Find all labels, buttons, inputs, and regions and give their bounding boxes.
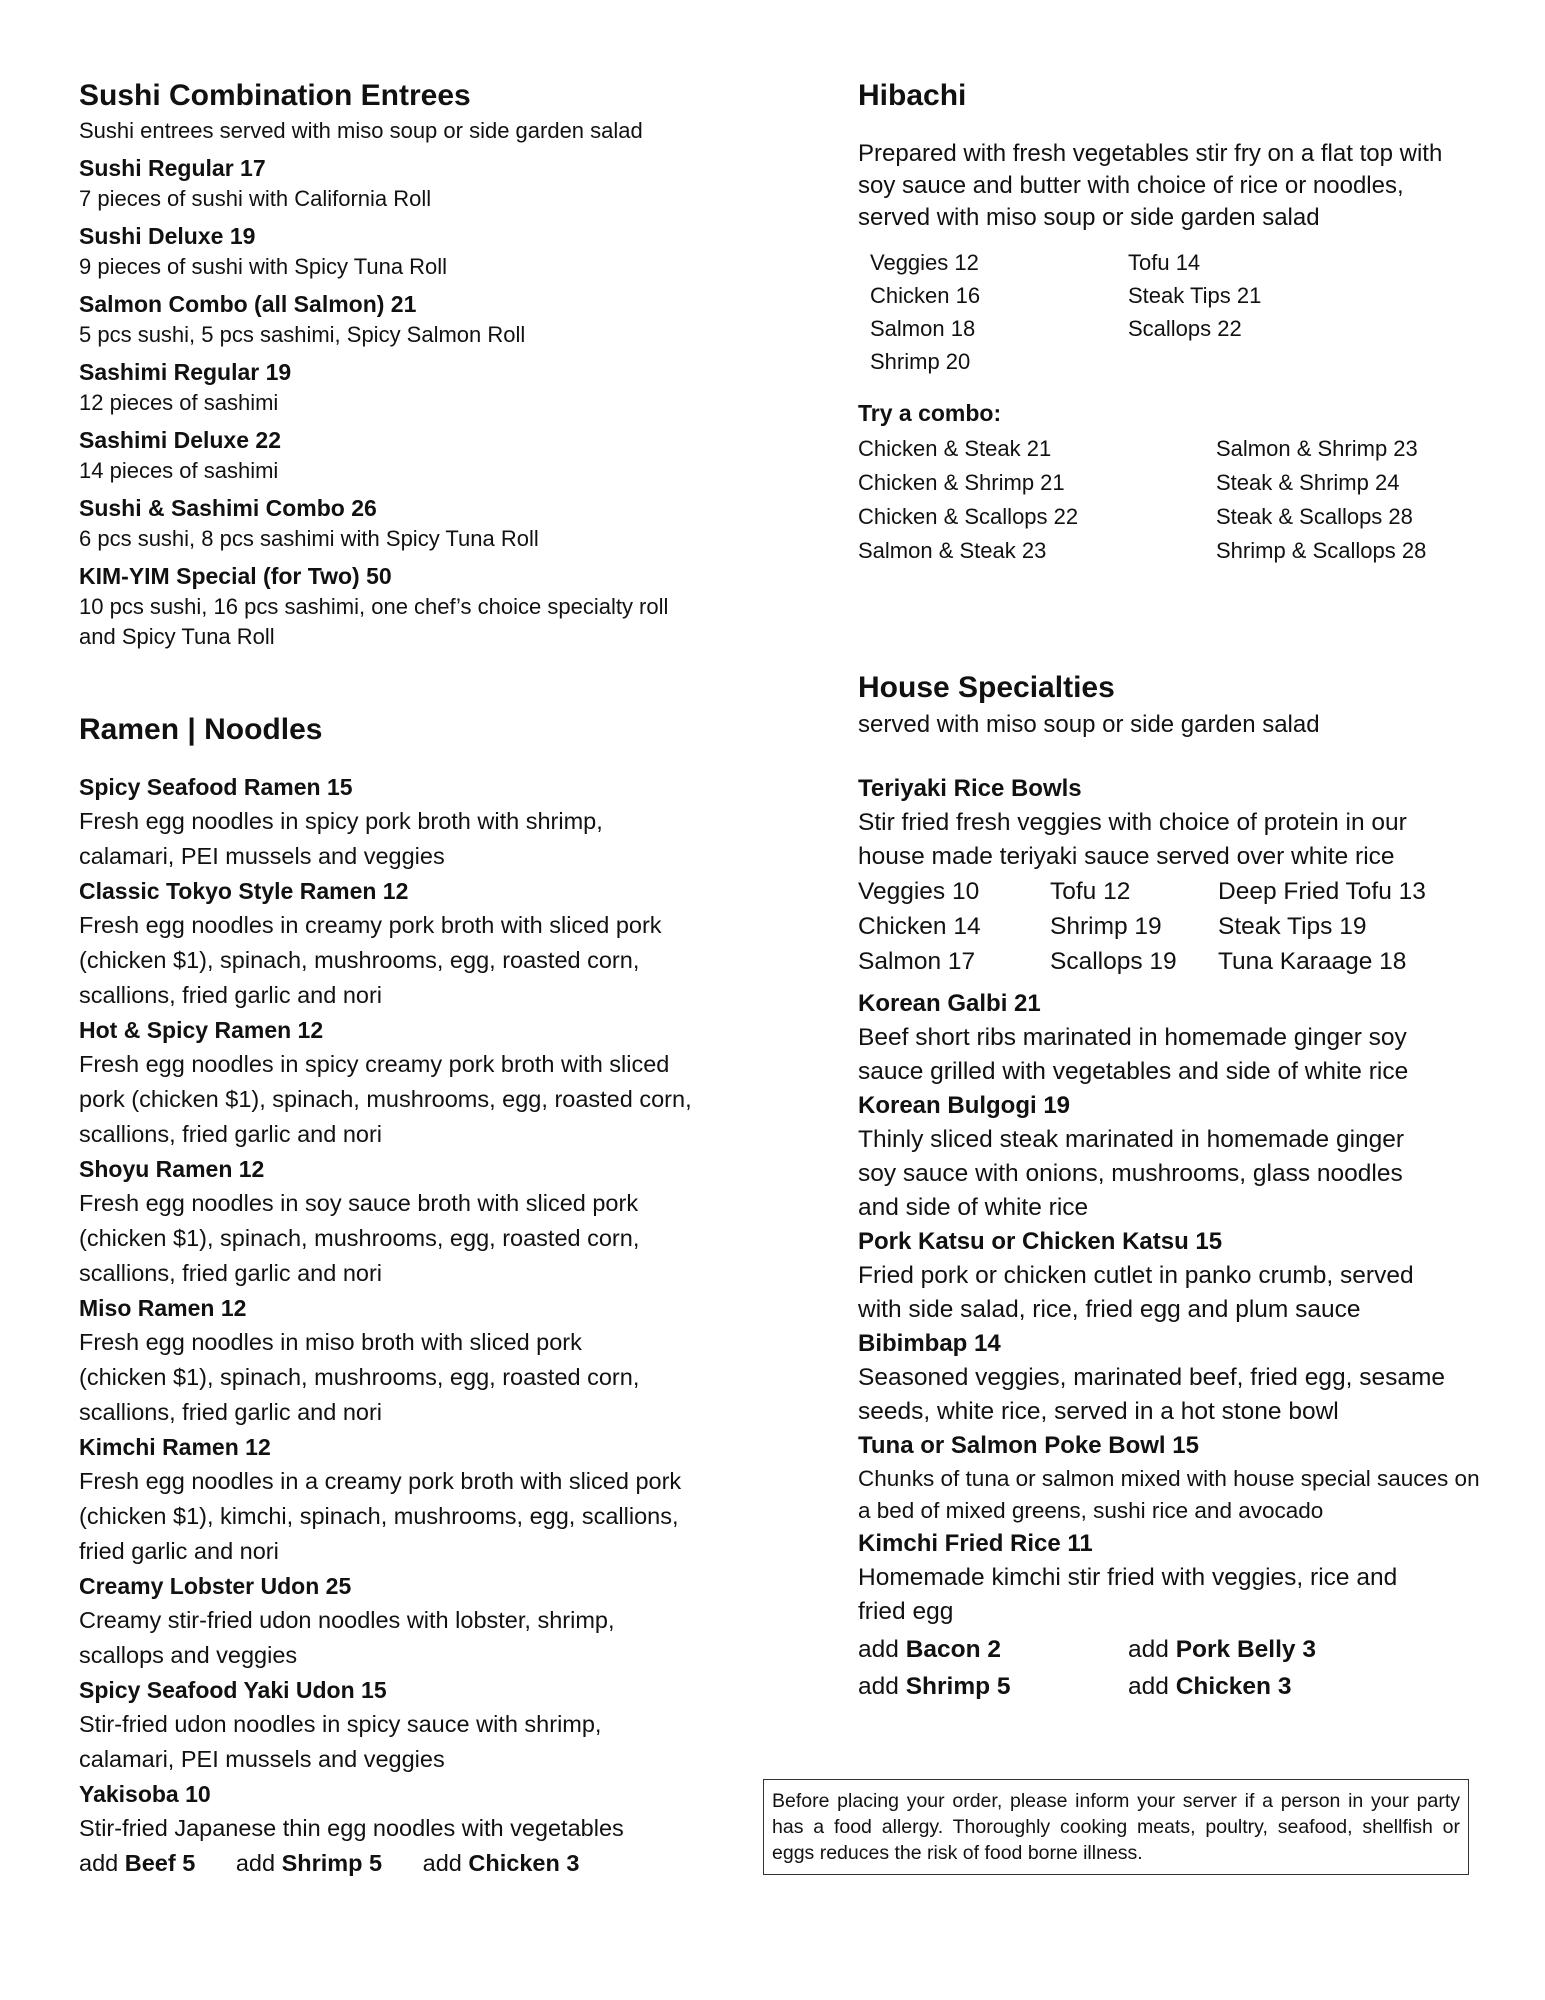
item-name: Yakisoba 10 <box>79 1781 211 1807</box>
price-entry: Steak Tips 21 <box>1128 283 1262 308</box>
item-name: Teriyaki Rice Bowls <box>858 775 1082 802</box>
item-name: Creamy Lobster Udon 25 <box>79 1573 352 1599</box>
item-name: Sushi & Sashimi Combo 26 <box>79 495 377 521</box>
combo-entry: Chicken & Steak 21 <box>858 436 1052 461</box>
combo-entry: Steak & Scallops 28 <box>1216 504 1413 529</box>
menu-item <box>858 772 1498 979</box>
price-entry: Salmon 17 <box>858 948 976 975</box>
item-name: Kimchi Ramen 12 <box>79 1434 271 1460</box>
item-name: Tuna or Salmon Poke Bowl 15 <box>858 1432 1199 1459</box>
allergy-notice: Before placing your order, please inform your server if a person in your party has a food allergy. Thoroughly cooking meats, poultry, seafood, shellfish or eggs reduces the risk of food borne illness. <box>763 1779 1469 1875</box>
item-name: Spicy Seafood Ramen 15 <box>79 774 353 800</box>
item-desc: Homemade kimchi stir fried with veggies, rice and fried egg <box>858 1564 1398 1625</box>
house-subtitle: served with miso soup or side garden salad <box>858 711 1320 738</box>
house-specialties-section <box>858 668 1498 1705</box>
item-name: Korean Galbi 21 <box>858 990 1041 1017</box>
item-desc: Creamy stir-fried udon noodles with lobster, shrimp, scallops and veggies <box>79 1607 615 1668</box>
item-desc: Seasoned veggies, marinated beef, fried egg, sesame seeds, white rice, served in a hot stone bowl <box>858 1364 1446 1425</box>
price-entry: Scallops 19 <box>1050 948 1177 975</box>
item-name: Spicy Seafood Yaki Udon 15 <box>79 1677 387 1703</box>
teriyaki-prices <box>858 874 1498 979</box>
item-name: Kimchi Fried Rice 11 <box>858 1530 1093 1557</box>
menu-item <box>79 1013 719 1152</box>
item-name: Sushi Deluxe 19 <box>79 223 256 249</box>
item-desc: Fresh egg noodles in soy sauce broth with sliced pork (chicken $1), spinach, mushrooms, egg, roasted corn, scallions, fried garlic and nori <box>79 1190 640 1286</box>
menu-item <box>79 1152 719 1291</box>
menu-item <box>858 987 1498 1089</box>
combo-entry: Shrimp & Scallops 28 <box>1216 538 1427 563</box>
ramen-title: Ramen | Noodles <box>79 713 323 746</box>
price-entry: Deep Fried Tofu 13 <box>1218 878 1426 905</box>
ramen-addons <box>79 1846 719 1881</box>
item-desc: Chunks of tuna or salmon mixed with house special sauces on a bed of mixed greens, sushi rice and avocado <box>858 1466 1480 1523</box>
menu-item <box>79 1569 719 1673</box>
price-entry: Shrimp 20 <box>870 349 971 374</box>
item-name: Sushi Regular 17 <box>79 155 266 181</box>
item-desc: Fresh egg noodles in spicy creamy pork broth with sliced pork (chicken $1), spinach, mushrooms, egg, roasted corn, scallions, fried garlic and nori <box>79 1051 692 1147</box>
price-entry: Shrimp 19 <box>1050 913 1162 940</box>
item-name: Bibimbap 14 <box>858 1330 1001 1357</box>
addon: add Pork Belly 3 <box>1128 1636 1316 1663</box>
item-desc: 6 pcs sushi, 8 pcs sashimi with Spicy Tuna Roll <box>79 526 539 551</box>
item-desc: Fresh egg noodles in a creamy pork broth with sliced pork (chicken $1), kimchi, spinach, mushrooms, egg, scallions, fried garlic and nori <box>79 1468 682 1564</box>
item-desc: Stir fried fresh veggies with choice of protein in our house made teriyaki sauce served over white rice <box>858 809 1407 870</box>
menu-item <box>79 770 719 874</box>
item-name: Classic Tokyo Style Ramen 12 <box>79 878 409 904</box>
hibachi-title: Hibachi <box>858 79 967 112</box>
item-name: Sashimi Deluxe 22 <box>79 427 281 453</box>
item-desc: Stir-fried udon noodles in spicy sauce with shrimp, calamari, PEI mussels and veggies <box>79 1711 602 1772</box>
price-entry: Veggies 10 <box>858 878 980 905</box>
addon: add Shrimp 5 <box>858 1673 1011 1700</box>
menu-item <box>79 152 719 214</box>
addon: add Shrimp 5 <box>235 1850 383 1876</box>
menu-item <box>79 356 719 418</box>
addon: add Chicken 3 <box>422 1850 580 1876</box>
item-desc: 12 pieces of sashimi <box>79 390 279 415</box>
price-entry: Salmon 18 <box>870 316 976 341</box>
menu-item <box>79 560 719 652</box>
menu-item <box>858 1089 1498 1225</box>
sushi-section <box>79 76 719 652</box>
combo-entry: Chicken & Scallops 22 <box>858 504 1079 529</box>
sushi-subtitle: Sushi entrees served with miso soup or side garden salad <box>79 118 643 143</box>
item-desc: 9 pieces of sushi with Spicy Tuna Roll <box>79 254 448 279</box>
price-entry: Tuna Karaage 18 <box>1218 948 1407 975</box>
addon: add Beef 5 <box>79 1850 196 1876</box>
price-entry <box>1128 345 1386 378</box>
right-column <box>858 76 1498 1705</box>
item-desc: Fresh egg noodles in creamy pork broth with sliced pork (chicken $1), spinach, mushrooms, egg, roasted corn, scallions, fried garlic and nori <box>79 912 662 1008</box>
menu-item <box>79 874 719 1013</box>
house-addons <box>858 1631 1498 1705</box>
item-desc: 7 pieces of sushi with California Roll <box>79 186 432 211</box>
item-desc: Fresh egg noodles in spicy pork broth with shrimp, calamari, PEI mussels and veggies <box>79 808 603 869</box>
menu-item <box>79 1777 719 1846</box>
menu-item <box>79 1673 719 1777</box>
item-desc: Fresh egg noodles in miso broth with sliced pork (chicken $1), spinach, mushrooms, egg, roasted corn, scallions, fried garlic and nori <box>79 1329 640 1425</box>
item-desc: Fried pork or chicken cutlet in panko crumb, served with side salad, rice, fried egg and plum sauce <box>858 1262 1414 1323</box>
menu-item <box>79 220 719 282</box>
item-name: Korean Bulgogi 19 <box>858 1092 1071 1119</box>
hibachi-prices <box>870 246 1498 378</box>
item-desc: 5 pcs sushi, 5 pcs sashimi, Spicy Salmon Roll <box>79 322 526 347</box>
menu-item <box>858 1225 1498 1327</box>
menu-item <box>858 1327 1498 1429</box>
item-desc: Thinly sliced steak marinated in homemade ginger soy sauce with onions, mushrooms, glass noodles and side of white rice <box>858 1126 1405 1221</box>
menu-item <box>79 424 719 486</box>
house-title: House Specialties <box>858 671 1115 704</box>
hibachi-combos <box>858 432 1498 568</box>
item-name: Shoyu Ramen 12 <box>79 1156 265 1182</box>
hibachi-section <box>858 76 1498 568</box>
menu-item <box>858 1527 1498 1629</box>
price-entry: Chicken 16 <box>870 283 981 308</box>
price-entry: Steak Tips 19 <box>1218 913 1367 940</box>
item-name: Pork Katsu or Chicken Katsu 15 <box>858 1228 1223 1255</box>
hibachi-intro: Prepared with fresh vegetables stir fry on a flat top with soy sauce and butter with choice of rice or noodles, served with miso soup or side garden salad <box>858 140 1443 231</box>
menu-item <box>79 492 719 554</box>
sushi-title: Sushi Combination Entrees <box>79 79 471 112</box>
menu-item <box>858 1429 1498 1527</box>
item-desc: 10 pcs sushi, 16 pcs sashimi, one chef’s choice specialty roll and Spicy Tuna Roll <box>79 594 669 649</box>
price-entry: Veggies 12 <box>870 250 979 275</box>
menu-item <box>79 1291 719 1430</box>
price-entry: Chicken 14 <box>858 913 981 940</box>
price-entry: Tofu 12 <box>1050 878 1131 905</box>
item-name: KIM-YIM Special (for Two) 50 <box>79 563 392 589</box>
item-desc: Stir-fried Japanese thin egg noodles with vegetables <box>79 1815 624 1841</box>
item-name: Sashimi Regular 19 <box>79 359 292 385</box>
combo-entry: Salmon & Shrimp 23 <box>1216 436 1418 461</box>
item-name: Miso Ramen 12 <box>79 1295 247 1321</box>
ramen-section <box>79 710 719 1881</box>
left-column <box>79 76 719 1881</box>
combo-title: Try a combo: <box>858 400 1002 426</box>
item-desc: Beef short ribs marinated in homemade ginger soy sauce grilled with vegetables and side of white rice <box>858 1024 1409 1085</box>
item-desc: 14 pieces of sashimi <box>79 458 279 483</box>
combo-entry: Salmon & Steak 23 <box>858 538 1047 563</box>
addon: add Chicken 3 <box>1128 1673 1292 1700</box>
price-entry: Tofu 14 <box>1128 250 1201 275</box>
item-name: Hot & Spicy Ramen 12 <box>79 1017 324 1043</box>
item-name: Salmon Combo (all Salmon) 21 <box>79 291 417 317</box>
combo-entry: Chicken & Shrimp 21 <box>858 470 1065 495</box>
menu-item <box>79 288 719 350</box>
menu-item <box>79 1430 719 1569</box>
price-entry: Scallops 22 <box>1128 316 1242 341</box>
combo-entry: Steak & Shrimp 24 <box>1216 470 1400 495</box>
addon: add Bacon 2 <box>858 1636 1002 1663</box>
